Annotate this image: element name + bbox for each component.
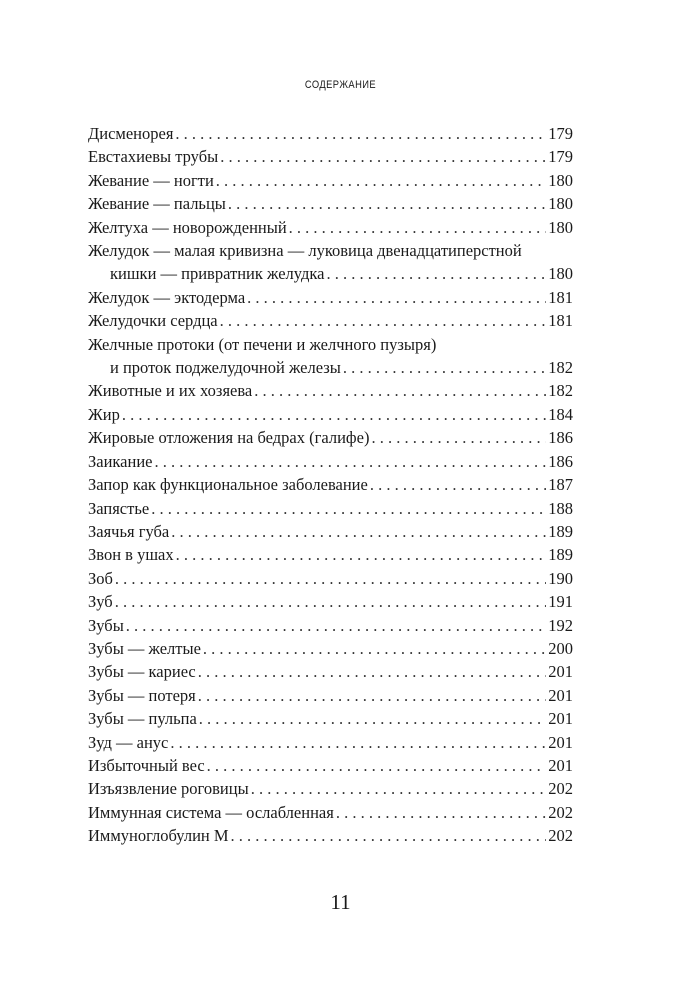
page-number: 11 [330, 890, 351, 914]
toc-entry-page: 179 [548, 124, 573, 143]
toc-entry[interactable] [88, 590, 573, 613]
leader-dots [198, 660, 546, 683]
toc-entry[interactable] [88, 660, 573, 683]
toc-entry-title: Избыточный вес [88, 755, 205, 775]
toc-entry-page: 201 [548, 732, 573, 752]
toc-entry-title: Желудочки сердца [88, 311, 218, 331]
leader-dots [326, 262, 546, 285]
toc-entry-page: 179 [548, 147, 573, 167]
leader-dots [151, 497, 546, 520]
toc-entry-title: Жевание — пальцы [88, 194, 226, 214]
toc-entry[interactable] [88, 637, 573, 660]
toc-entry-title: Звон в ушах [88, 545, 174, 565]
toc-entry-title: Дисменорея [88, 124, 174, 143]
leader-dots [115, 567, 546, 590]
toc-entry-page: 201 [548, 709, 573, 729]
toc-entry[interactable] [88, 520, 573, 543]
toc-entry-title: Заикание [88, 451, 153, 471]
leader-dots [170, 731, 546, 754]
toc-entry-page: 190 [548, 568, 573, 588]
leader-dots [122, 403, 546, 426]
toc-entry-title: Зубы — пульпа [88, 709, 197, 729]
toc-entry-page: 180 [548, 217, 573, 237]
toc-entry-title: Зубы — потеря [88, 685, 196, 705]
toc-entry[interactable] [88, 286, 573, 309]
toc-entry-page: 192 [548, 615, 573, 635]
toc-entry-page: 181 [548, 287, 573, 307]
toc-entry-page: 201 [548, 662, 573, 682]
toc-entry[interactable] [88, 473, 573, 496]
toc-entry[interactable] [88, 567, 573, 590]
toc-entry-title: и проток поджелудочной железы [110, 358, 341, 378]
toc-entry[interactable] [88, 169, 573, 192]
toc-entry-page: 191 [548, 592, 573, 612]
leader-dots [126, 614, 546, 637]
toc-entry[interactable] [88, 497, 573, 520]
toc-entry-title: кишки — привратник желудка [110, 264, 325, 284]
toc-entry-page: 186 [548, 451, 573, 471]
toc-entry[interactable] [88, 450, 573, 473]
toc-entry-page: 182 [548, 381, 573, 401]
toc-entry[interactable] [88, 801, 573, 824]
leader-dots [198, 684, 546, 707]
toc-entry-title: Зуб [88, 592, 113, 612]
toc-entry-title: Зуд — анус [88, 732, 169, 752]
leader-dots [207, 754, 547, 777]
toc-entry[interactable] [88, 731, 573, 754]
toc-entry-page: 184 [548, 404, 573, 424]
leader-dots [220, 309, 547, 332]
toc-entry[interactable] [88, 333, 573, 380]
toc-entry-title: Иммуноглобулин M [88, 826, 229, 846]
leader-dots [176, 543, 547, 566]
toc-entry[interactable] [88, 684, 573, 707]
toc-entry[interactable] [88, 192, 573, 215]
leader-dots [175, 122, 546, 145]
toc-entry[interactable] [88, 145, 573, 168]
toc-entry-title: Запястье [88, 498, 150, 518]
leader-dots [199, 707, 546, 730]
toc-entry-page: 182 [548, 358, 573, 378]
leader-dots [289, 216, 547, 239]
leader-dots [115, 590, 547, 613]
toc-entry-page: 201 [548, 755, 573, 775]
toc-entry-title: Заячья губа [88, 521, 170, 541]
toc-entry-page: 200 [548, 638, 573, 658]
toc-entry-page: 189 [548, 545, 573, 565]
leader-dots [336, 801, 546, 824]
toc-entry-first-line: Желудок — малая кривизна — луковица двенадцатиперстной [88, 241, 522, 261]
toc-entry-title: Евстахиевы трубы [88, 147, 219, 167]
toc-entry[interactable] [88, 614, 573, 637]
toc-entry[interactable] [88, 239, 573, 286]
toc-entry-title: Иммунная система — ослабленная [88, 802, 334, 822]
toc-entry[interactable] [88, 403, 573, 426]
leader-dots [155, 450, 547, 473]
toc-entry-title: Зоб [88, 568, 113, 588]
toc-entry-page: 189 [548, 521, 573, 541]
toc-entry-page: 186 [548, 428, 573, 448]
toc-entry[interactable] [88, 543, 573, 566]
toc-entry-title: Жировые отложения на бедрах (галифе) [88, 428, 370, 448]
toc-entry-title: Зубы [88, 615, 124, 635]
table-of-contents [88, 122, 573, 848]
leader-dots [251, 777, 547, 800]
toc-entry[interactable] [88, 216, 573, 239]
toc-entry-page: 180 [548, 170, 573, 190]
toc-entry[interactable] [88, 777, 573, 800]
page-header-title: СОДЕРЖАНИЕ [304, 79, 377, 91]
leader-dots [203, 637, 546, 660]
toc-entry[interactable] [88, 122, 573, 145]
toc-entry[interactable] [88, 824, 573, 847]
toc-entry-title: Желтуха — новорожденный [88, 217, 287, 237]
leader-dots [343, 356, 546, 379]
toc-entry-page: 180 [548, 264, 573, 284]
toc-entry-title: Жир [88, 404, 120, 424]
leader-dots [171, 520, 546, 543]
toc-entry-page: 187 [548, 475, 573, 495]
toc-entry-title: Желудок — эктодерма [88, 287, 246, 307]
leader-dots [231, 824, 547, 847]
toc-entry-page: 202 [548, 802, 573, 822]
toc-entry-title: Изъязвление роговицы [88, 779, 249, 799]
leader-dots [247, 286, 546, 309]
toc-entry-page: 181 [548, 311, 573, 331]
toc-entry-title: Зубы — желтые [88, 638, 201, 658]
toc-entry-page: 202 [548, 826, 573, 846]
toc-entry-title: Запор как функциональное заболевание [88, 475, 368, 495]
toc-entry-page: 180 [548, 194, 573, 214]
leader-dots [370, 473, 546, 496]
leader-dots [371, 426, 546, 449]
toc-entry-title: Зубы — кариес [88, 662, 196, 682]
toc-entry[interactable] [88, 426, 573, 449]
toc-entry-title: Жевание — ногти [88, 170, 214, 190]
toc-entry-title: Животные и их хозяева [88, 381, 253, 401]
leader-dots [228, 192, 546, 215]
toc-entry[interactable] [88, 707, 573, 730]
toc-entry-page: 201 [548, 685, 573, 705]
leader-dots [254, 379, 546, 402]
toc-entry-page: 188 [548, 498, 573, 518]
toc-entry[interactable] [88, 754, 573, 777]
toc-entry-page: 202 [548, 779, 573, 799]
leader-dots [220, 145, 546, 168]
toc-entry-first-line: Желчные протоки (от печени и желчного пузыря) [88, 334, 437, 354]
toc-entry[interactable] [88, 379, 573, 402]
leader-dots [216, 169, 546, 192]
toc-entry[interactable] [88, 309, 573, 332]
